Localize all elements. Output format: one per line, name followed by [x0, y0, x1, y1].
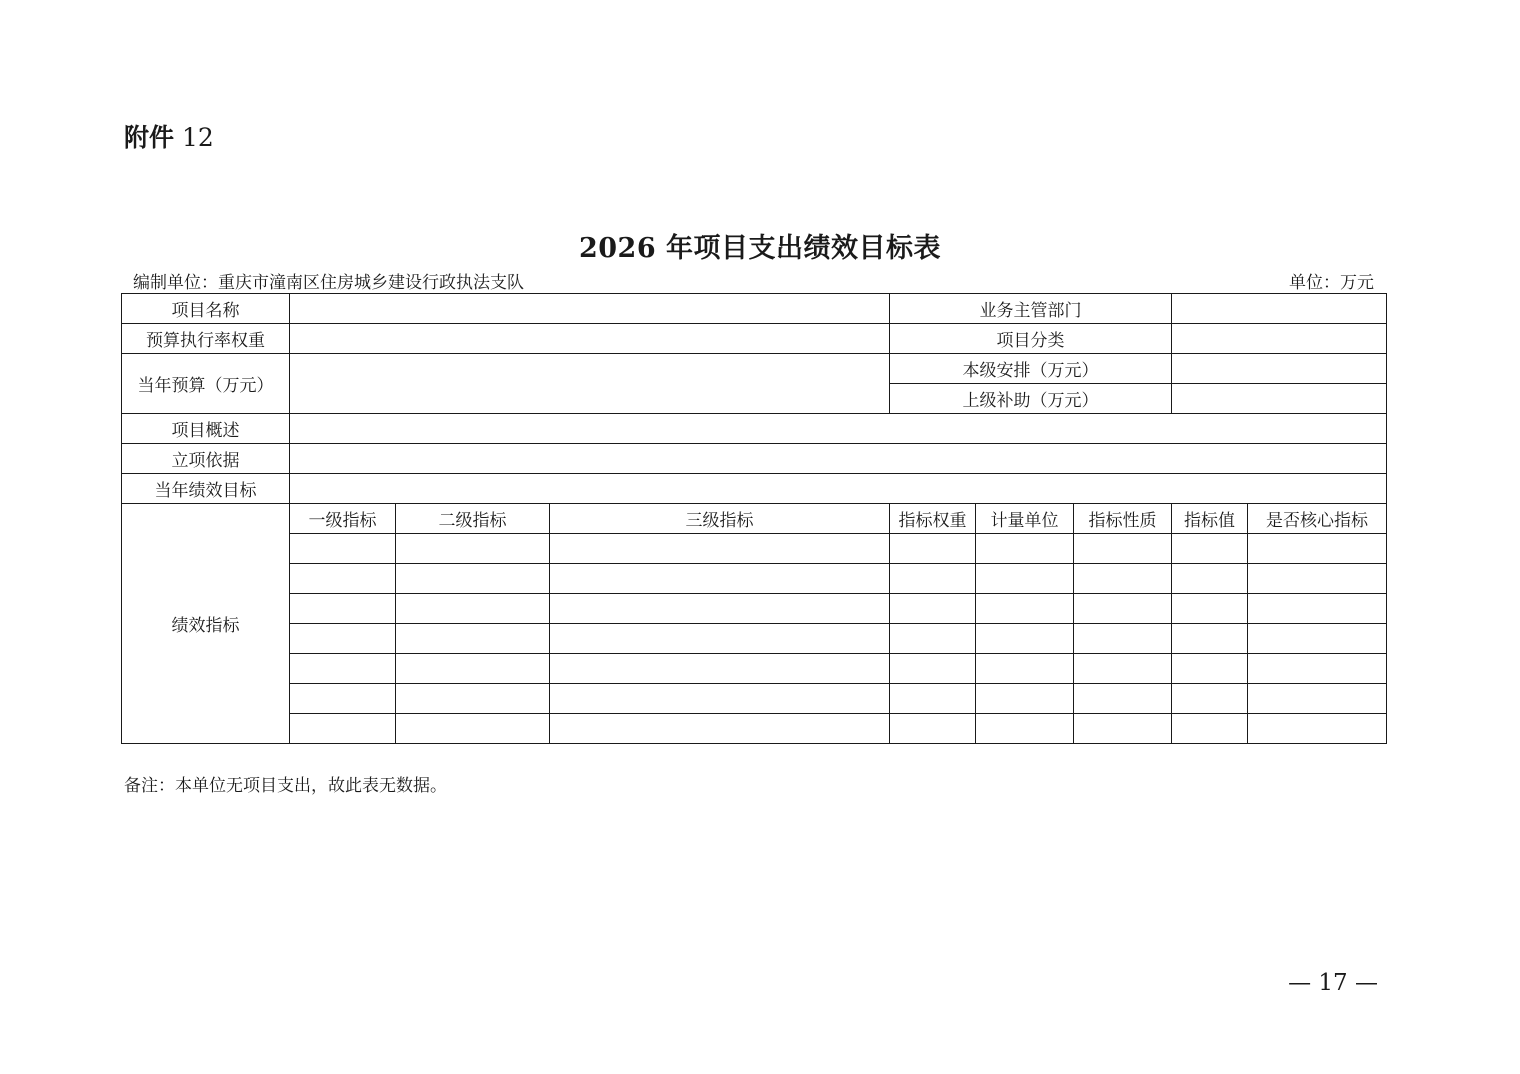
dept-in-charge-label: 业务主管部门	[890, 294, 1172, 324]
header-level3-indicator: 三级指标	[550, 504, 890, 534]
indicator-row	[122, 684, 1387, 714]
header-level2-indicator: 二级指标	[396, 504, 550, 534]
attachment-text: 附件	[124, 123, 175, 152]
project-overview-label: 项目概述	[122, 414, 290, 444]
project-basis-value	[290, 444, 1387, 474]
annual-target-label: 当年绩效目标	[122, 474, 290, 504]
table-row	[122, 324, 1387, 354]
superior-subsidy-value	[1172, 384, 1387, 414]
table-row	[122, 504, 1387, 534]
table-row	[122, 354, 1387, 384]
table-row	[122, 294, 1387, 324]
project-name-value	[290, 294, 890, 324]
header-indicator-value: 指标值	[1172, 504, 1248, 534]
attachment-number: 12	[181, 123, 214, 152]
table-row	[122, 444, 1387, 474]
header-level1-indicator: 一级指标	[290, 504, 396, 534]
annual-budget-label: 当年预算（万元）	[122, 354, 290, 414]
indicator-row	[122, 564, 1387, 594]
annual-target-value	[290, 474, 1387, 504]
superior-subsidy-label: 上级补助（万元）	[890, 384, 1172, 414]
header-indicator-nature: 指标性质	[1074, 504, 1172, 534]
preparing-unit: 编制单位：重庆市潼南区住房城乡建设行政执法支队	[133, 273, 524, 293]
indicator-row	[122, 594, 1387, 624]
annual-budget-value	[290, 354, 890, 414]
project-basis-label: 立项依据	[122, 444, 290, 474]
document-title: 2026 年项目支出绩效目标表	[578, 233, 942, 264]
project-category-value	[1172, 324, 1387, 354]
budget-exec-weight-value	[290, 324, 890, 354]
project-overview-value	[290, 414, 1387, 444]
currency-unit: 单位：万元	[1289, 273, 1374, 293]
local-arrangement-label: 本级安排（万元）	[890, 354, 1172, 384]
dept-in-charge-value	[1172, 294, 1387, 324]
header-measurement-unit: 计量单位	[976, 504, 1074, 534]
indicator-row	[122, 624, 1387, 654]
project-name-label: 项目名称	[122, 294, 290, 324]
indicator-row	[122, 714, 1387, 744]
page-number: — 17 —	[1288, 970, 1378, 996]
header-core-indicator: 是否核心指标	[1248, 504, 1387, 534]
performance-target-table	[121, 293, 1387, 744]
attachment-label	[124, 118, 214, 154]
table-row	[122, 414, 1387, 444]
indicator-row	[122, 654, 1387, 684]
header-indicator-weight: 指标权重	[890, 504, 976, 534]
local-arrangement-value	[1172, 354, 1387, 384]
footnote: 备注：本单位无项目支出，故此表无数据。	[124, 776, 447, 796]
indicator-row	[122, 534, 1387, 564]
performance-indicators-label: 绩效指标	[122, 504, 290, 744]
table-row	[122, 474, 1387, 504]
project-category-label: 项目分类	[890, 324, 1172, 354]
budget-exec-weight-label: 预算执行率权重	[122, 324, 290, 354]
